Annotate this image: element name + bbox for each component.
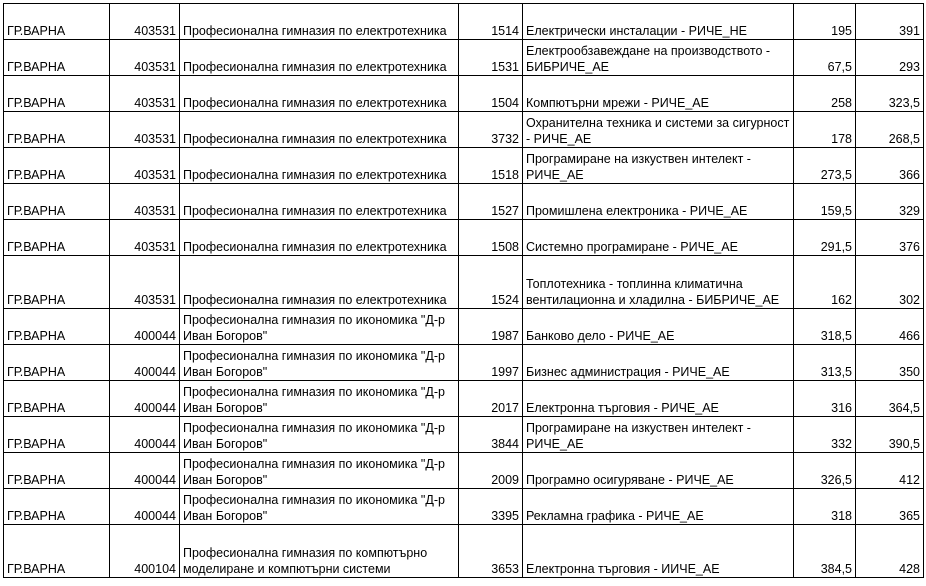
city-cell[interactable]: ГР.ВАРНА — [4, 76, 110, 112]
admissions-table — [3, 3, 924, 578]
table-row — [4, 112, 924, 148]
min-score-cell[interactable]: 326,5 — [794, 453, 856, 489]
min-score-cell[interactable]: 273,5 — [794, 148, 856, 184]
city-cell[interactable]: ГР.ВАРНА — [4, 309, 110, 345]
city-cell[interactable]: ГР.ВАРНА — [4, 40, 110, 76]
school-code-cell[interactable]: 403531 — [110, 184, 180, 220]
table-row — [4, 345, 924, 381]
city-cell[interactable]: ГР.ВАРНА — [4, 381, 110, 417]
school-name-cell[interactable]: Професионална гимназия по електротехника — [180, 4, 459, 40]
specialty-name-cell[interactable]: Електрообзавеждане на производството - БИБРИЧЕ_АЕ — [523, 40, 794, 76]
city-cell[interactable]: ГР.ВАРНА — [4, 453, 110, 489]
specialty-code-cell[interactable]: 3844 — [459, 417, 523, 453]
specialty-name-cell[interactable]: Бизнес администрация - РИЧЕ_АЕ — [523, 345, 794, 381]
specialty-name-cell[interactable]: Топлотехника - топлинна климатична вентилационна и хладилна - БИБРИЧЕ_АЕ — [523, 256, 794, 309]
specialty-code-cell[interactable]: 1987 — [459, 309, 523, 345]
max-score-cell[interactable]: 268,5 — [856, 112, 924, 148]
min-score-cell[interactable]: 318,5 — [794, 309, 856, 345]
school-name-cell[interactable]: Професионална гимназия по електротехника — [180, 112, 459, 148]
max-score-cell[interactable]: 293 — [856, 40, 924, 76]
table-row — [4, 76, 924, 112]
city-cell[interactable]: ГР.ВАРНА — [4, 112, 110, 148]
specialty-code-cell[interactable]: 1508 — [459, 220, 523, 256]
min-score-cell[interactable]: 384,5 — [794, 525, 856, 578]
max-score-cell[interactable]: 466 — [856, 309, 924, 345]
school-name-cell[interactable]: Професионална гимназия по икономика "Д-р Иван Богоров" — [180, 417, 459, 453]
specialty-name-cell[interactable]: Компютърни мрежи - РИЧЕ_АЕ — [523, 76, 794, 112]
max-score-cell[interactable]: 412 — [856, 453, 924, 489]
city-cell[interactable]: ГР.ВАРНА — [4, 489, 110, 525]
school-code-cell[interactable]: 403531 — [110, 148, 180, 184]
city-cell[interactable]: ГР.ВАРНА — [4, 345, 110, 381]
specialty-name-cell[interactable]: Системно програмиране - РИЧЕ_АЕ — [523, 220, 794, 256]
max-score-cell[interactable]: 391 — [856, 4, 924, 40]
city-cell[interactable]: ГР.ВАРНА — [4, 148, 110, 184]
table-row — [4, 381, 924, 417]
min-score-cell[interactable]: 195 — [794, 4, 856, 40]
min-score-cell[interactable]: 159,5 — [794, 184, 856, 220]
table-body — [4, 4, 924, 578]
school-name-cell[interactable]: Професионална гимназия по икономика "Д-р Иван Богоров" — [180, 381, 459, 417]
table-row — [4, 40, 924, 76]
school-code-cell[interactable]: 400044 — [110, 417, 180, 453]
school-code-cell[interactable]: 403531 — [110, 256, 180, 309]
table-row — [4, 184, 924, 220]
table-row — [4, 525, 924, 578]
table-row — [4, 453, 924, 489]
max-score-cell[interactable]: 390,5 — [856, 417, 924, 453]
specialty-code-cell[interactable]: 3732 — [459, 112, 523, 148]
max-score-cell[interactable]: 428 — [856, 525, 924, 578]
specialty-code-cell[interactable]: 1518 — [459, 148, 523, 184]
min-score-cell[interactable]: 162 — [794, 256, 856, 309]
specialty-name-cell[interactable]: Рекламна графика - РИЧЕ_АЕ — [523, 489, 794, 525]
specialty-code-cell[interactable]: 2017 — [459, 381, 523, 417]
school-name-cell[interactable]: Професионална гимназия по електротехника — [180, 220, 459, 256]
specialty-code-cell[interactable]: 1531 — [459, 40, 523, 76]
max-score-cell[interactable]: 364,5 — [856, 381, 924, 417]
specialty-code-cell[interactable]: 1504 — [459, 76, 523, 112]
school-name-cell[interactable]: Професионална гимназия по икономика "Д-р Иван Богоров" — [180, 453, 459, 489]
max-score-cell[interactable]: 323,5 — [856, 76, 924, 112]
school-name-cell[interactable]: Професионална гимназия по електротехника — [180, 148, 459, 184]
city-cell[interactable]: ГР.ВАРНА — [4, 256, 110, 309]
city-cell[interactable]: ГР.ВАРНА — [4, 417, 110, 453]
max-score-cell[interactable]: 302 — [856, 256, 924, 309]
table-row — [4, 417, 924, 453]
specialty-code-cell[interactable]: 3395 — [459, 489, 523, 525]
school-code-cell[interactable]: 403531 — [110, 220, 180, 256]
specialty-code-cell[interactable]: 3653 — [459, 525, 523, 578]
table-row — [4, 489, 924, 525]
city-cell[interactable]: ГР.ВАРНА — [4, 525, 110, 578]
school-name-cell[interactable]: Професионална гимназия по електротехника — [180, 40, 459, 76]
specialty-name-cell[interactable]: Програмиране на изкуствен интелект - РИЧЕ_АЕ — [523, 417, 794, 453]
min-score-cell[interactable]: 258 — [794, 76, 856, 112]
min-score-cell[interactable]: 313,5 — [794, 345, 856, 381]
school-code-cell[interactable]: 400044 — [110, 309, 180, 345]
specialty-name-cell[interactable]: Електрически инсталации - РИЧЕ_НЕ — [523, 4, 794, 40]
specialty-name-cell[interactable]: Програмиране на изкуствен интелект - РИЧЕ_АЕ — [523, 148, 794, 184]
max-score-cell[interactable]: 376 — [856, 220, 924, 256]
city-cell[interactable]: ГР.ВАРНА — [4, 4, 110, 40]
min-score-cell[interactable]: 318 — [794, 489, 856, 525]
min-score-cell[interactable]: 332 — [794, 417, 856, 453]
table-row — [4, 256, 924, 309]
max-score-cell[interactable]: 366 — [856, 148, 924, 184]
school-code-cell[interactable]: 403531 — [110, 112, 180, 148]
min-score-cell[interactable]: 178 — [794, 112, 856, 148]
city-cell[interactable]: ГР.ВАРНА — [4, 220, 110, 256]
school-code-cell[interactable]: 403531 — [110, 76, 180, 112]
school-name-cell[interactable]: Професионална гимназия по икономика "Д-р Иван Богоров" — [180, 489, 459, 525]
specialty-name-cell[interactable]: Промишлена електроника - РИЧЕ_АЕ — [523, 184, 794, 220]
table-row — [4, 220, 924, 256]
school-name-cell[interactable]: Професионална гимназия по компютърно моделиране и компютърни системи — [180, 525, 459, 578]
school-code-cell[interactable]: 400044 — [110, 381, 180, 417]
school-code-cell[interactable]: 400044 — [110, 345, 180, 381]
max-score-cell[interactable]: 329 — [856, 184, 924, 220]
table-row — [4, 309, 924, 345]
max-score-cell[interactable]: 350 — [856, 345, 924, 381]
specialty-code-cell[interactable]: 1527 — [459, 184, 523, 220]
school-name-cell[interactable]: Професионална гимназия по електротехника — [180, 256, 459, 309]
school-name-cell[interactable]: Професионална гимназия по икономика "Д-р Иван Богоров" — [180, 345, 459, 381]
table-row — [4, 4, 924, 40]
school-name-cell[interactable]: Професионална гимназия по икономика "Д-р Иван Богоров" — [180, 309, 459, 345]
specialty-code-cell[interactable]: 1524 — [459, 256, 523, 309]
school-code-cell[interactable]: 403531 — [110, 40, 180, 76]
specialty-code-cell[interactable]: 1997 — [459, 345, 523, 381]
school-name-cell[interactable]: Професионална гимназия по електротехника — [180, 184, 459, 220]
specialty-code-cell[interactable]: 1514 — [459, 4, 523, 40]
min-score-cell[interactable]: 67,5 — [794, 40, 856, 76]
school-code-cell[interactable]: 403531 — [110, 4, 180, 40]
min-score-cell[interactable]: 291,5 — [794, 220, 856, 256]
specialty-name-cell[interactable]: Програмно осигуряване - РИЧЕ_АЕ — [523, 453, 794, 489]
school-code-cell[interactable]: 400044 — [110, 453, 180, 489]
specialty-name-cell[interactable]: Електронна търговия - ИИЧЕ_АЕ — [523, 525, 794, 578]
min-score-cell[interactable]: 316 — [794, 381, 856, 417]
specialty-code-cell[interactable]: 2009 — [459, 453, 523, 489]
specialty-name-cell[interactable]: Охранителна техника и системи за сигурност - РИЧЕ_АЕ — [523, 112, 794, 148]
max-score-cell[interactable]: 365 — [856, 489, 924, 525]
specialty-name-cell[interactable]: Банково дело - РИЧЕ_АЕ — [523, 309, 794, 345]
table-row — [4, 148, 924, 184]
school-code-cell[interactable]: 400104 — [110, 525, 180, 578]
school-name-cell[interactable]: Професионална гимназия по електротехника — [180, 76, 459, 112]
specialty-name-cell[interactable]: Електронна търговия - РИЧЕ_АЕ — [523, 381, 794, 417]
school-code-cell[interactable]: 400044 — [110, 489, 180, 525]
city-cell[interactable]: ГР.ВАРНА — [4, 184, 110, 220]
